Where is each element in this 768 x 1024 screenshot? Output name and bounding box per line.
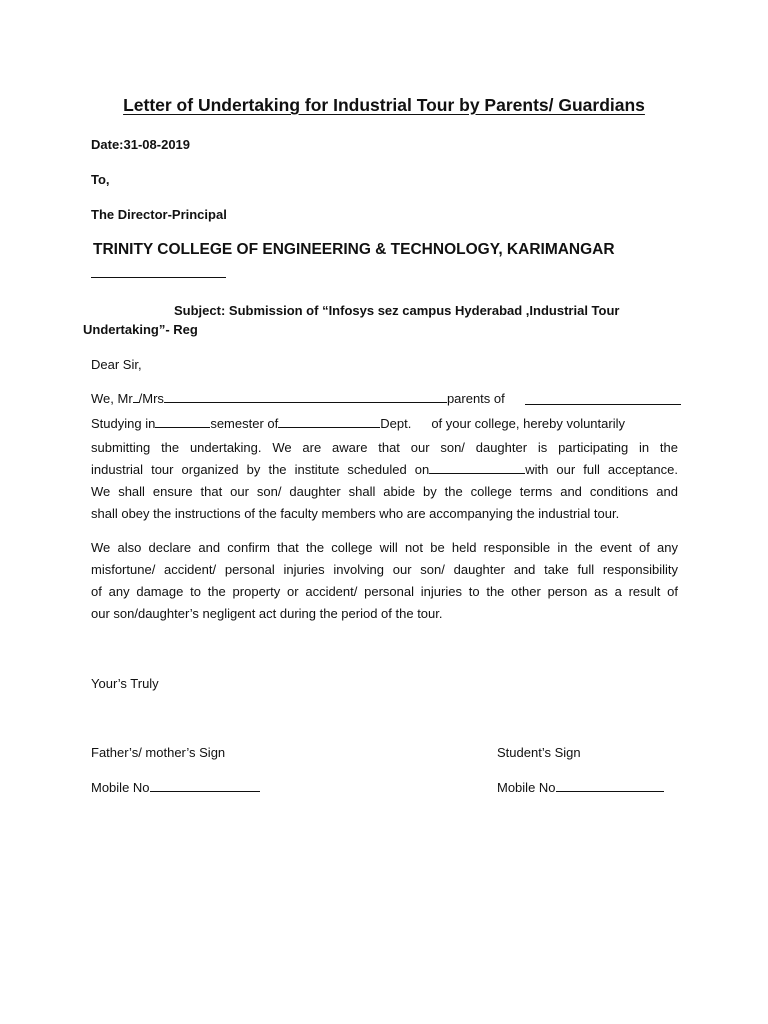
parent-mobile-label: Mobile No (91, 780, 150, 795)
student-mobile-label: Mobile No (497, 780, 556, 795)
para1-line-2 (91, 459, 678, 481)
semester-of-label: semester of (210, 416, 279, 431)
studying-in-label: Studying in (91, 416, 156, 431)
closing: Your’s Truly (91, 676, 159, 691)
parent-name-blank[interactable] (164, 392, 447, 403)
para1-line-4: shall obey the instructions of the faculty members who are accompanying the industrial tour. (91, 506, 620, 521)
para2-line-1: We also declare and confirm that the college will not be held responsible in the event of any (91, 540, 678, 555)
student-name-blank[interactable] (525, 404, 681, 405)
department-blank[interactable] (278, 417, 380, 428)
subject-line-1: Subject: Submission of “Infosys sez campus Hyderabad ,Industrial Tour (174, 303, 620, 318)
student-mobile-blank[interactable] (556, 781, 664, 792)
tour-date-blank[interactable] (429, 463, 525, 474)
semester-blank[interactable] (155, 417, 210, 428)
parent-sign-label: Father’s/ mother’s Sign (91, 745, 226, 760)
studying-line (91, 416, 625, 431)
address-blank-line (91, 277, 226, 278)
para2-line-4: our son/daughter’s negligent act during the period of the tour. (91, 606, 443, 621)
we-slash: /Mrs (138, 391, 164, 406)
we-prefix: We, Mr (91, 391, 133, 406)
declaration-paragraph (91, 537, 678, 625)
dept-label: Dept. (380, 416, 412, 431)
para1-line-2a: industrial tour organized by the institute scheduled on (91, 462, 430, 477)
parent-name-line (91, 391, 505, 406)
parent-mobile-blank[interactable] (150, 781, 260, 792)
college-name: TRINITY COLLEGE OF ENGINEERING & TECHNOLOGY, KARIMANGAR (93, 241, 615, 258)
document-title: Letter of Undertaking for Industrial Tour by Parents/ Guardians (123, 95, 645, 115)
parent-mobile-line (91, 780, 260, 795)
para2-line-2: misfortune/ accident/ personal injuries involving our son/ daughter and take full responsibility (91, 562, 678, 577)
date-line: Date:31-08-2019 (91, 137, 191, 152)
of-your-college-label: of your college, hereby voluntarily (431, 416, 625, 431)
student-sign-label: Student’s Sign (497, 745, 581, 760)
recipient-line: The Director-Principal (91, 207, 227, 222)
para2-line-3: of any damage to the property or accident/ personal injuries to the other person as a result of (91, 584, 678, 599)
parents-of-label: parents of (446, 391, 505, 406)
to-line: To, (91, 172, 110, 187)
para1-line-2b: with our full acceptance. (525, 462, 679, 477)
subject-line-2: Undertaking”- Reg (83, 322, 198, 337)
salutation: Dear Sir, (91, 357, 142, 372)
undertaking-paragraph (91, 437, 678, 525)
para1-line-1: submitting the undertaking. We are aware that our son/ daughter is participating in the (91, 440, 678, 455)
para1-line-3: We shall ensure that our son/ daughter shall abide by the college terms and conditions and (91, 484, 678, 499)
student-mobile-line (497, 780, 664, 795)
